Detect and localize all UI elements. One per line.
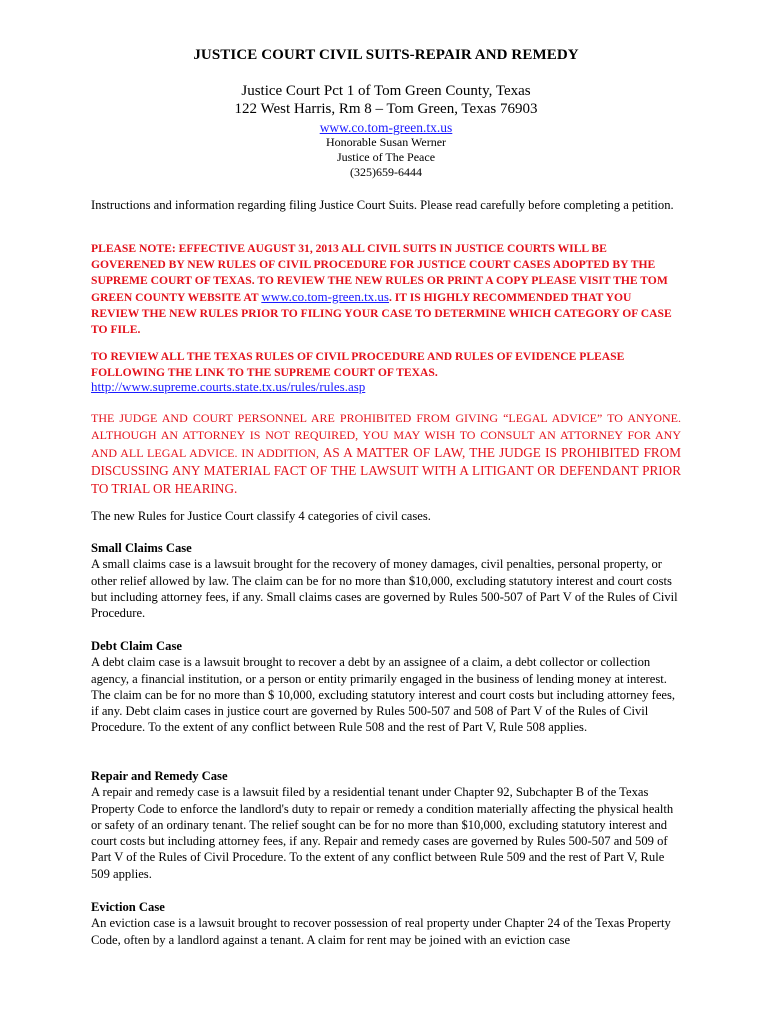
warning-text-part2: AS A MATTER OF LAW, THE JUDGE IS PROHIBITED FROM DISCUSSING ANY MATERIAL FACT OF THE LAWSUIT WITH A LITIGANT OR DEFENDANT PRIOR TO TRIAL OR HEARING. (91, 445, 681, 496)
section-repair-remedy (91, 768, 681, 882)
section-heading: Debt Claim Case (91, 639, 182, 653)
review-link-line (91, 379, 681, 395)
section-body: An eviction case is a lawsuit brought to recover possession of real property under Chapter 24 of the Texas Property Code, often by a landlord against a tenant. A claim for rent may be joined with an eviction case (91, 916, 671, 947)
section-body: A small claims case is a lawsuit brought for the recovery of money damages, civil penalties, personal property, or other relief allowed by law. The claim can be for no more than $10,000, excluding statutory interest and court costs but including attorney fees, if any. Small claims cases are governed by Rules 500-507 of Part V of the Rules of Civil Procedure. (91, 557, 678, 621)
supreme-court-rules-link[interactable]: http://www.supreme.courts.state.tx.us/rules/rules.asp (91, 379, 366, 394)
court-phone: (325)659-6444 (350, 165, 422, 179)
judge-title: Justice of The Peace (336, 150, 436, 164)
section-eviction (91, 899, 681, 948)
intro-paragraph: Instructions and information regarding filing Justice Court Suits. Please read carefully before completing a petition. (91, 198, 674, 212)
notice-text-part1: PLEASE NOTE: EFFECTIVE AUGUST 31, 2013 ALL CIVIL SUITS IN JUSTICE COURTS WILL BE GOVERENED BY NEW RULES OF CIVIL PROCEDURE FOR JUSTICE COURT CASES ADOPTED BY THE SUPREME COURT OF TEXAS. TO REVIEW THE NEW RULES OR PRINT A COPY PLEASE VISIT THE TOM GREEN COUNTY WEBSITE AT (91, 242, 668, 304)
court-address: 122 West Harris, Rm 8 – Tom Green, Texas 76903 (234, 101, 538, 117)
court-name: Justice Court Pct 1 of Tom Green County, Texas (241, 83, 531, 99)
notice-text-part2: . IT IS HIGHLY RECOMMENDED THAT YOU REVIEW THE NEW RULES PRIOR TO FILING YOUR CASE TO DETERMINE WHICH CATEGORY OF CASE TO FILE. (91, 291, 672, 336)
court-website-link[interactable]: www.co.tom-green.tx.us (319, 120, 453, 135)
section-body: A debt claim case is a lawsuit brought to recover a debt by an assignee of a claim, a debt collector or collection agency, a financial institution, or a person or entity primarily engaged in the business of lending money at interest. The claim can be for no more than $ 10,000, excluding statutory interest and court costs but including attorney fees, if any. Debt claim cases in justice court are governed by Rules 500-507 and 508 of Part V of the Rules of Civil Procedure. To the extent of any conflict between Rule 508 and the rest of Part V, Rule 508 applies. (91, 655, 676, 735)
judge-name: Honorable Susan Werner (325, 135, 447, 149)
notice-website-link[interactable]: www.co.tom-green.tx.us (261, 289, 389, 304)
rules-categories-intro: The new Rules for Justice Court classify 4 categories of civil cases. (91, 509, 431, 523)
section-body: A repair and remedy case is a lawsuit filed by a residential tenant under Chapter 92, Subchapter B of the Texas Property Code to enforce the landlord's duty to repair or remedy a condition materially affecting the physical health or safety of an ordinary tenant. The relief sought can be for no more than $10,000, excluding statutory interest and court costs but including attorney fees, if any. Repair and remedy cases are governed by Rules 500-507 and 509 of Part V of the Rules of Civil Procedure. To the extent of any conflict between Rule 509 and the rest of Part V, Rule 509 applies. (91, 785, 674, 881)
section-heading: Eviction Case (91, 900, 165, 914)
section-debt-claim (91, 638, 681, 736)
section-heading: Repair and Remedy Case (91, 769, 228, 783)
court-website-line (91, 120, 681, 136)
legal-advice-warning (91, 410, 681, 498)
section-small-claims (91, 540, 681, 621)
document-title: JUSTICE COURT CIVIL SUITS-REPAIR AND REMEDY (193, 47, 579, 63)
section-heading: Small Claims Case (91, 541, 192, 555)
review-rules-paragraph: TO REVIEW ALL THE TEXAS RULES OF CIVIL PROCEDURE AND RULES OF EVIDENCE PLEASE FOLLOWING THE LINK TO THE SUPREME COURT OF TEXAS. (91, 350, 625, 379)
warning-text-part1: THE JUDGE AND COURT PERSONNEL ARE PROHIBITED FROM GIVING “LEGAL ADVICE” TO ANYONE. ALTHOUGH AN ATTORNEY IS NOT REQUIRED, YOU MAY WISH TO CONSULT AN ATTORNEY FOR ANY AND ALL LEGAL ADVICE. IN ADDITION, (91, 411, 681, 460)
rules-notice-paragraph (91, 241, 681, 338)
